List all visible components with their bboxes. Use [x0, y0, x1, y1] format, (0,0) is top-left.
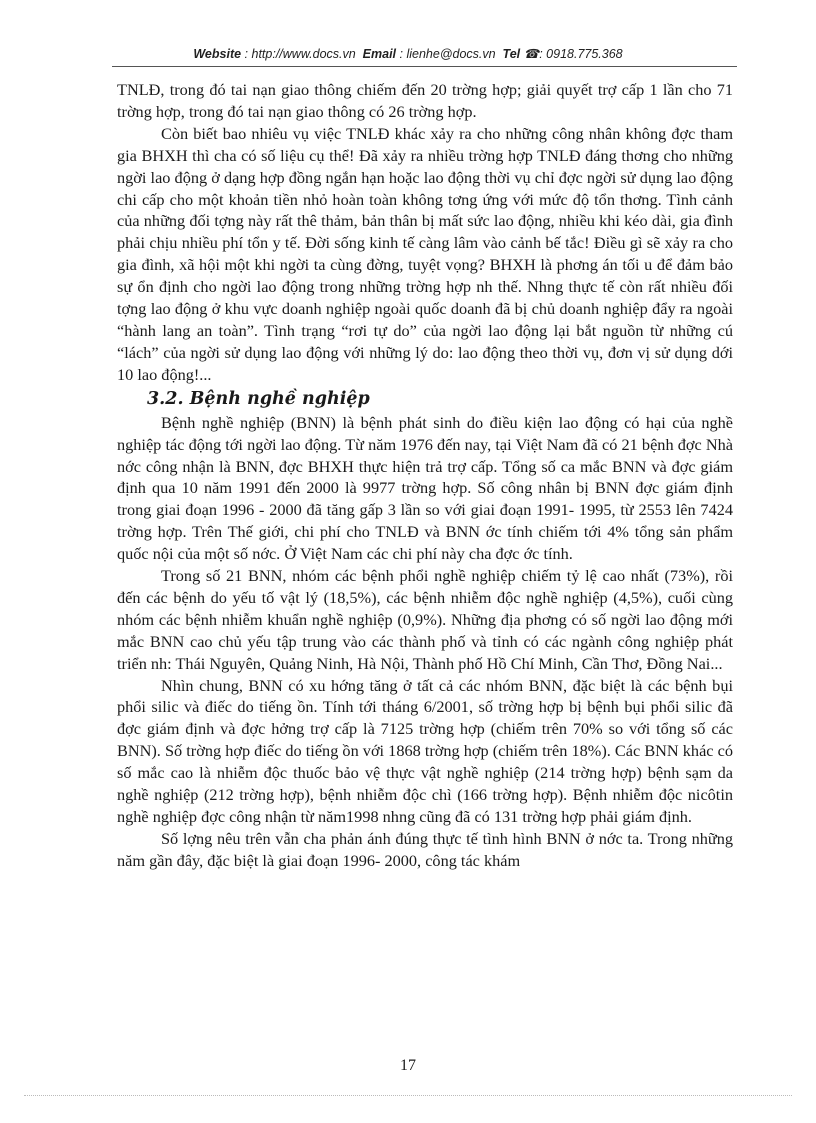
section-heading: 3.2. Bệnh nghề nghiệp [147, 388, 370, 409]
paragraph: Còn biết bao nhiêu vụ việc TNLĐ khác xảy ra cho những công nhân không đợc tham gia BHXH thì cha có số liệu cụ thể! Đã xảy ra nhiều trờng hợp TNLĐ đáng thơng cho những ngời lao động ở dạng hợp đồng ngắn hạn hoặc lao động thời vụ chỉ đợc ngời sử dụng lao động chi cấp cho một khoản tiền nhỏ hoàn toàn không tơng ứng với mức độ tổn thơng. Tình cảnh của những đối tợng này rất thê thảm, bản thân bị mất sức lao động, nhiều khi kéo dài, gia đình phải chịu nhiều phí tổn y tế. Đời sống kinh tế càng lâm vào cảnh bế tắc! Điều gì sẽ xảy ra cho gia đình, xã hội một khi ngời ta cùng đờng, tuyệt vọng? BHXH là phơng án tối u để đảm bảo sự ổn định cho ngời lao động trong những trờng hợp nh thế. Nhng thực tế còn rất nhiều đối tợng lao động ở khu vực doanh nghiệp ngoài quốc doanh đã bị chủ doanh nghiệp đẩy ra ngoài “hành lang an toàn”. Tình trạng “rơi tự do” của ngời lao động lại bắt nguồn từ những cú “lách” của ngời sử dụng lao động với những lý do: lao động theo thời vụ, đơn vị sử dụng dới 10 lao động!... [117, 123, 733, 384]
paragraph: TNLĐ, trong đó tai nạn giao thông chiếm đến 20 trờng hợp; giải quyết trợ cấp 1 lần cho 71 trờng hợp, trong đó tai nạn giao thông có 26 trờng hợp. [117, 80, 733, 121]
tel-value: : 0918.775.368 [539, 47, 623, 61]
paragraph: Trong số 21 BNN, nhóm các bệnh phổi nghề nghiệp chiếm tỷ lệ cao nhất (73%), rồi đến các bệnh do yếu tố vật lý (18,5%), các bệnh nhiễm độc nghề nghiệp (4,5%), cuối cùng nhóm các bệnh nhiễm khuẩn nghề nghiệp (0,9%). Những địa phơng có số ngời lao động mới mắc BNN cao chủ yếu tập trung vào các thành phố và tỉnh có các ngành công nghiệp phát triển nh: Thái Nguyên, Quảng Ninh, Hà Nội, Thành phố Hồ Chí Minh, Cần Thơ, Đồng Nai... [117, 566, 733, 673]
page-bottom-divider [24, 1095, 792, 1096]
page-number: 17 [400, 1057, 416, 1074]
phone-icon: ☎ [523, 47, 540, 61]
email-value: : lienhe@docs.vn [399, 47, 496, 61]
paragraph: Nhìn chung, BNN có xu hớng tăng ở tất cả các nhóm BNN, đặc biệt là các bệnh bụi phổi silic và điếc do tiếng ồn. Tính tới tháng 6/2001, số trờng hợp bị bệnh bụi phổi silic đã đợc giám định và đợc hởng trợ cấp là 7125 trờng hợp (chiếm trên 70% so với tổng số các BNN). Số trờng hợp điếc do tiếng ồn với 1868 trờng hợp (chiếm trên 18%). Các BNN khác có số mắc cao là nhiễm độc thuốc bảo vệ thực vật nghề nghiệp (214 trờng hợp) bệnh sạm da nghề nghiệp (212 trờng hợp), bệnh nhiễm độc chì (166 trờng hợp). Bệnh nhiễm độc nicôtin nghề nghiệp đợc công nhận từ năm1998 nhng cũng đã có 131 trờng hợp phải giám định. [117, 675, 733, 826]
email-label: Email [362, 47, 397, 61]
document-body [117, 79, 733, 872]
paragraph: Số lợng nêu trên vẫn cha phản ánh đúng thực tế tình hình BNN ở nớc ta. Trong những năm gần đây, đặc biệt là giai đoạn 1996- 2000, công tác khám [117, 828, 733, 870]
website-label: Website [193, 47, 242, 61]
header-divider [112, 66, 737, 67]
page-header [0, 46, 816, 61]
paragraph: Bệnh nghề nghiệp (BNN) là bệnh phát sinh do điều kiện lao động có hại của nghề nghiệp tác động tới ngời lao động. Từ năm 1976 đến nay, tại Việt Nam đã có 21 bệnh đợc Nhà nớc công nhận là BNN, đợc BHXH thực hiện trả trợ cấp. Tổng số ca mắc BNN và đợc giám định qua 10 năm 1991 đến 2000 là 9977 trờng hợp. Số công nhân bị BNN đợc giám định trong giai đoạn 1996 - 2000 đã tăng gấp 3 lần so với giai đoạn 1991- 1995, từ 2553 lên 7424 trờng hợp. Trên Thế giới, chi phí cho TNLĐ và BNN ớc tính chiếm tới 4% tổng sản phẩm quốc nội của một số nớc. Ở Việt Nam các chi phí này cha đợc ớc tính. [117, 412, 733, 564]
website-value: : http://www.docs.vn [244, 47, 356, 61]
tel-label: Tel [502, 47, 521, 61]
